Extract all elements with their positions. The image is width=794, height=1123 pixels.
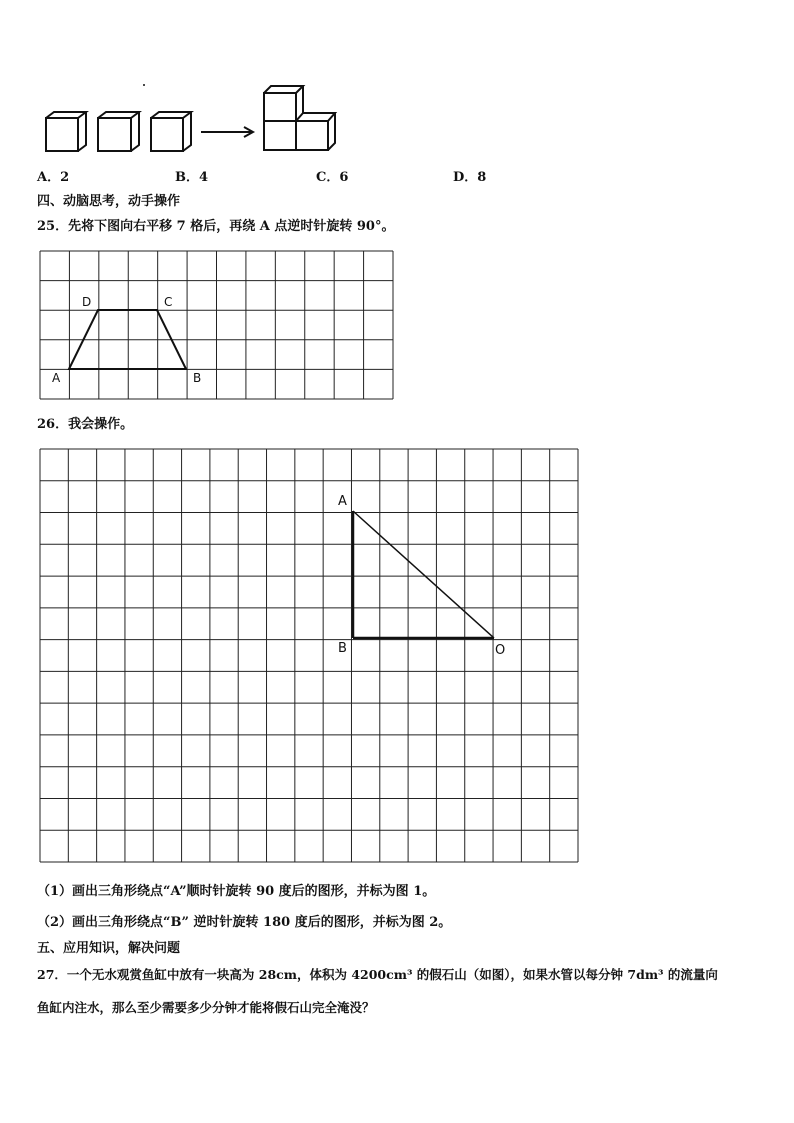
choice-d: D．8 (453, 170, 487, 185)
choice-a: A．2 (37, 170, 70, 185)
q27-line1: 27．一个无水观赏鱼缸中放有一块高为 28cm，体积为 4200cm³ 的假石山（如图），如果水管以每分钟 7dm³ 的流量向 (37, 967, 718, 982)
q27-line2: 鱼缸内注水，那么至少需要多少分钟才能将假石山完全淹没？ (37, 1000, 375, 1015)
section4-title: 四、动脑思考，动手操作 (37, 194, 181, 209)
q26-label-o: O (495, 643, 506, 658)
q25-text: 25．先将下图向右平移 7 格后，再绕 A 点逆时针旋转 90°。 (37, 219, 395, 234)
choice-c: C．6 (316, 170, 349, 185)
q26-sub1: （1）画出三角形绕点“A”顺时针旋转 90 度后的图形，并标为图 1。 (37, 884, 436, 899)
q26-label-b: B (338, 641, 347, 656)
q25-label-c: C (164, 295, 173, 309)
q26-triangle (353, 511, 494, 638)
q25-label-a: A (52, 371, 61, 385)
q26-text: 26．我会操作。 (37, 417, 134, 432)
q26-sub2: （2）画出三角形绕点“B” 逆时针旋转 180 度后的图形，并标为图 2。 (37, 915, 452, 930)
q25-label-d: D (82, 295, 92, 309)
q26-label-a: A (338, 494, 347, 509)
choice-b: B．4 (175, 170, 209, 185)
q25-label-b: B (193, 371, 202, 385)
section5-title: 五、应用知识，解决问题 (37, 941, 181, 956)
